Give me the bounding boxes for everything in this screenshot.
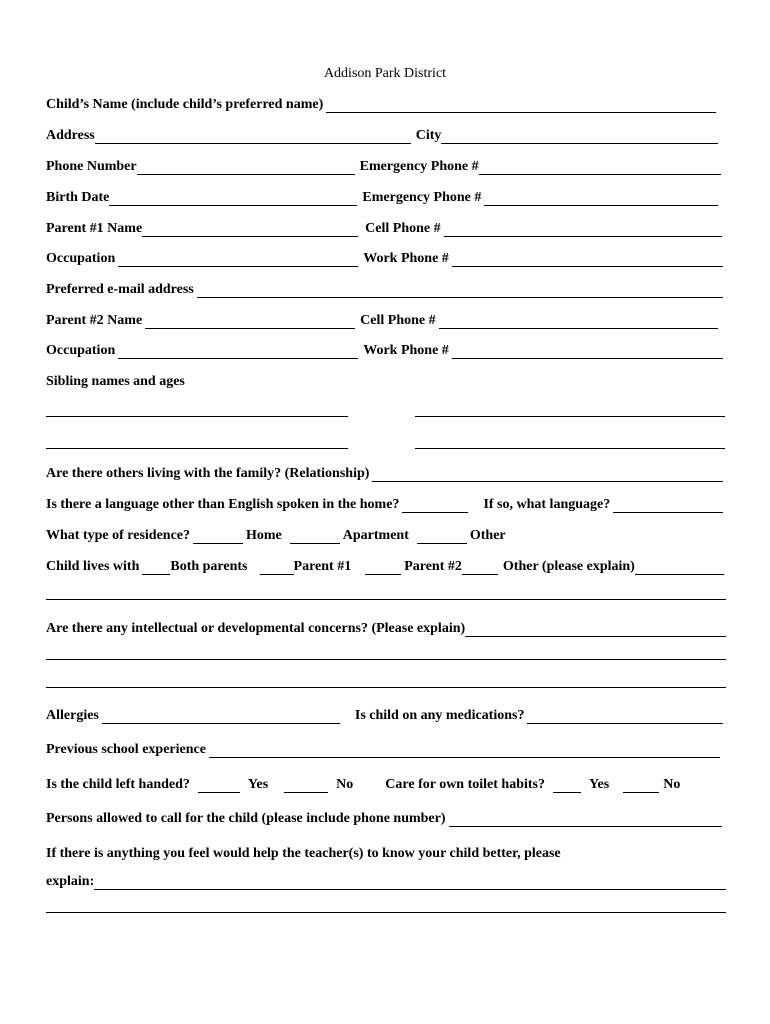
label-yes-1: Yes — [247, 777, 269, 792]
label-parent1-work: Work Phone # — [363, 251, 449, 266]
row-child-name — [46, 95, 726, 113]
label-medications: Is child on any medications? — [354, 708, 525, 723]
sibling-line-2[interactable] — [415, 416, 725, 417]
concerns-line-3[interactable] — [46, 687, 726, 688]
row-left-handed — [46, 775, 726, 793]
label-emergency-phone-2: Emergency Phone # — [362, 190, 482, 205]
label-residence-apartment: Apartment — [342, 528, 409, 543]
label-no-2: No — [663, 777, 681, 792]
label-parent1-name: Parent #1 Name — [46, 221, 143, 236]
label-child-name: Child’s Name (include child’s preferred name) — [46, 97, 324, 112]
label-help-teacher: If there is anything you feel would help the teacher(s) to know your child better, please — [46, 846, 561, 861]
label-left-handed: Is the child left handed? — [46, 777, 190, 792]
label-language-question: Is there a language other than English spoken in the home? — [46, 497, 400, 512]
lives-parent1-checkline[interactable] — [260, 561, 294, 575]
row-school — [46, 740, 726, 758]
residence-home-checkline[interactable] — [193, 530, 243, 544]
parent1-cell-field[interactable] — [444, 223, 722, 237]
emergency-phone-2-field[interactable] — [484, 192, 718, 206]
row-parent2-occupation — [46, 341, 726, 359]
label-no-1: No — [336, 777, 354, 792]
child-name-field[interactable] — [326, 99, 716, 113]
phone-number-field[interactable] — [137, 161, 355, 175]
label-parent1-occupation: Occupation — [46, 251, 116, 266]
label-residence-other: Other — [469, 528, 506, 543]
lives-both-checkline[interactable] — [142, 561, 170, 575]
label-allergies: Allergies — [46, 708, 99, 723]
toilet-no-checkline[interactable] — [623, 779, 659, 793]
label-email: Preferred e-mail address — [46, 282, 194, 297]
allergies-field[interactable] — [102, 710, 340, 724]
row-parent2-name — [46, 311, 726, 329]
sibling-line-3[interactable] — [46, 448, 348, 449]
birth-date-field[interactable] — [109, 192, 357, 206]
school-field[interactable] — [209, 744, 720, 758]
toilet-yes-checkline[interactable] — [553, 779, 581, 793]
label-lives-other: Other (please explain) — [502, 559, 635, 574]
language-answer-field[interactable] — [402, 499, 468, 513]
label-explain: explain: — [46, 874, 95, 889]
lives-parent2-after-line[interactable] — [462, 561, 498, 575]
medications-field[interactable] — [527, 710, 723, 724]
label-parent2-occupation: Occupation — [46, 343, 116, 358]
row-phone — [46, 157, 726, 175]
row-persons-allowed — [46, 809, 726, 827]
label-parent2-name: Parent #2 Name — [46, 313, 143, 328]
label-residence-home: Home — [246, 528, 282, 543]
row-residence — [46, 526, 726, 544]
left-handed-yes-checkline[interactable] — [198, 779, 240, 793]
row-language — [46, 495, 726, 513]
parent1-work-field[interactable] — [452, 253, 723, 267]
label-parent2-work: Work Phone # — [363, 343, 449, 358]
sibling-line-4[interactable] — [415, 448, 725, 449]
left-handed-no-checkline[interactable] — [284, 779, 328, 793]
row-lives-with — [46, 557, 726, 575]
address-field[interactable] — [95, 130, 411, 144]
row-others-living — [46, 464, 726, 482]
label-phone-number: Phone Number — [46, 159, 137, 174]
email-field[interactable] — [197, 284, 723, 298]
emergency-phone-1-field[interactable] — [479, 161, 721, 175]
lives-parent2-checkline[interactable] — [365, 561, 401, 575]
parent2-cell-field[interactable] — [439, 315, 718, 329]
label-school: Previous school experience — [46, 742, 206, 757]
label-emergency-phone-1: Emergency Phone # — [359, 159, 479, 174]
parent1-occupation-field[interactable] — [118, 253, 358, 267]
label-persons-allowed: Persons allowed to call for the child (please include phone number) — [46, 811, 446, 826]
label-address: Address — [46, 128, 95, 143]
label-lives-parent1: Parent #1 — [293, 559, 352, 574]
lives-other-explain-line[interactable] — [46, 599, 726, 600]
row-allergies — [46, 706, 726, 724]
row-parent1-name — [46, 219, 726, 237]
lives-other-field[interactable] — [635, 561, 724, 575]
persons-allowed-field[interactable] — [449, 813, 722, 827]
residence-apartment-checkline[interactable] — [290, 530, 340, 544]
explain-line-2[interactable] — [46, 912, 726, 913]
label-city: City — [415, 128, 442, 143]
row-birth-date — [46, 188, 726, 206]
label-parent2-cell: Cell Phone # — [360, 313, 436, 328]
parent2-occupation-field[interactable] — [118, 345, 358, 359]
form-title: Addison Park District — [323, 66, 447, 81]
row-email — [46, 280, 726, 298]
concerns-field[interactable] — [465, 623, 726, 637]
row-parent1-occupation — [46, 249, 726, 267]
others-living-field[interactable] — [372, 468, 723, 482]
city-field[interactable] — [441, 130, 718, 144]
parent2-name-field[interactable] — [145, 315, 355, 329]
row-help-teacher — [46, 844, 726, 862]
row-concerns — [46, 619, 726, 637]
language-which-field[interactable] — [613, 499, 723, 513]
parent2-work-field[interactable] — [452, 345, 723, 359]
row-siblings — [46, 372, 726, 390]
label-birth-date: Birth Date — [46, 190, 110, 205]
sibling-line-1[interactable] — [46, 416, 348, 417]
label-lives-with: Child lives with — [46, 559, 140, 574]
concerns-line-2[interactable] — [46, 659, 726, 660]
label-language-which: If so, what language? — [483, 497, 611, 512]
label-concerns: Are there any intellectual or developmental concerns? (Please explain) — [46, 621, 466, 636]
explain-field[interactable] — [94, 876, 726, 890]
row-explain — [46, 872, 726, 890]
label-lives-both: Both parents — [170, 559, 248, 574]
label-others-living: Are there others living with the family? (Relationship) — [46, 466, 370, 481]
parent1-name-field[interactable] — [142, 223, 358, 237]
label-toilet: Care for own toilet habits? — [385, 777, 545, 792]
residence-other-checkline[interactable] — [417, 530, 467, 544]
label-siblings: Sibling names and ages — [46, 374, 185, 389]
row-address — [46, 126, 726, 144]
label-yes-2: Yes — [588, 777, 610, 792]
label-parent1-cell: Cell Phone # — [365, 221, 441, 236]
label-lives-parent2: Parent #2 — [404, 559, 462, 574]
label-residence: What type of residence? — [46, 528, 190, 543]
